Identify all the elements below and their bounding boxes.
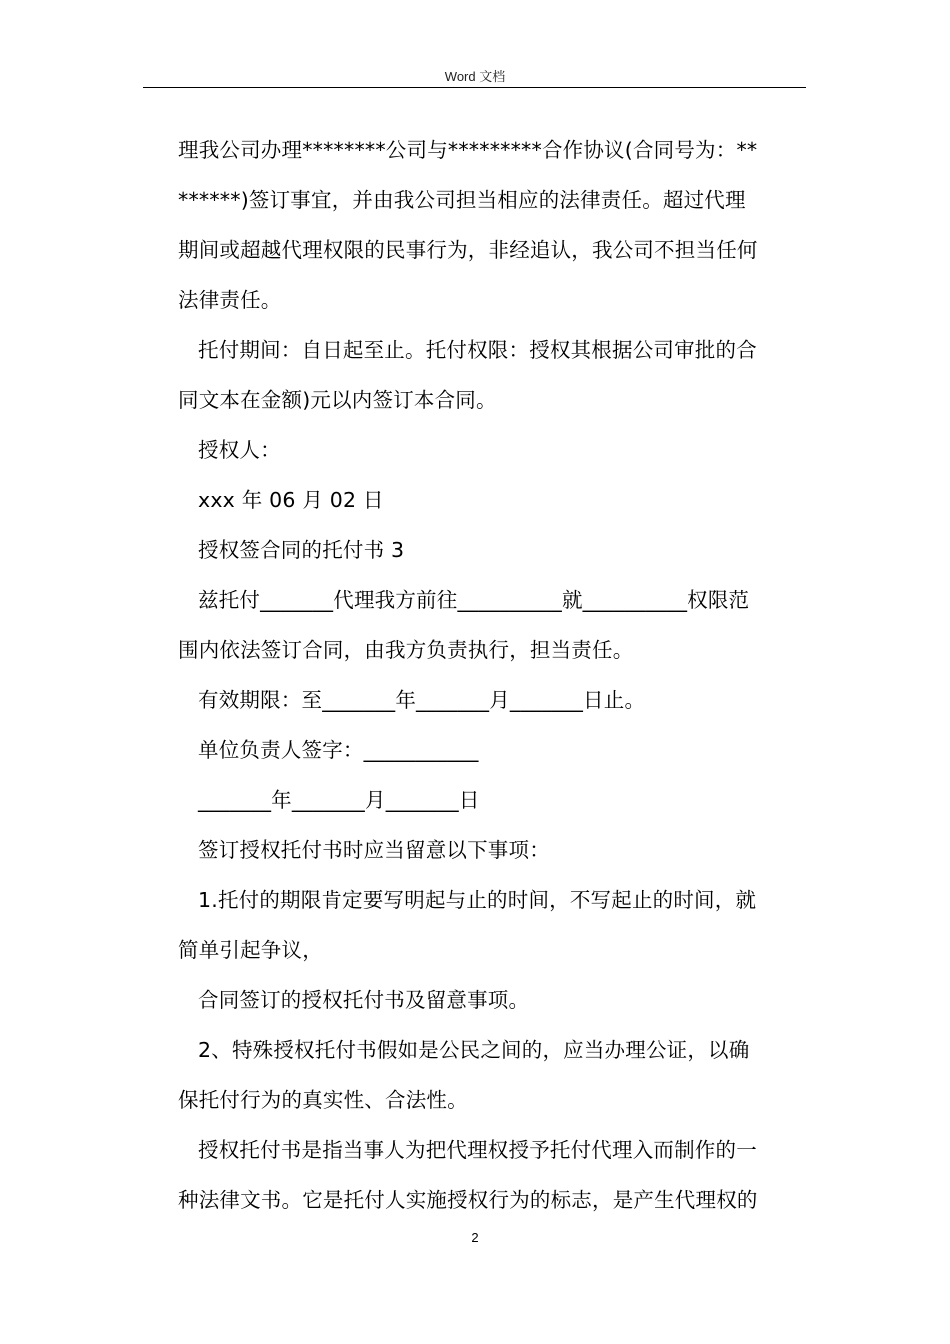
- text-line: 2、特殊授权托付书假如是公民之间的，应当办理公证，以确: [198, 1038, 750, 1062]
- text-line: 同文本在金额)元以内签订本合同。: [178, 388, 497, 412]
- page-number: 2: [471, 1230, 479, 1245]
- text-line: 签订授权托付书时应当留意以下事项：: [198, 838, 550, 862]
- text-line: 保托付行为的真实性、合法性。: [178, 1088, 468, 1112]
- text-line: 简单引起争议，: [178, 938, 323, 962]
- page-header-title: Word 文档: [444, 69, 506, 84]
- text-line: 授权托付书是指当事人为把代理权授予托付代理入而制作的一: [198, 1138, 757, 1162]
- text-line: 理我公司办理********公司与*********合作协议(合同号为：**: [178, 138, 758, 162]
- text-line: 授权签合同的托付书 3: [198, 538, 405, 562]
- text-line: 围内依法签订合同，由我方负责执行，担当责任。: [178, 638, 634, 662]
- text-line: ******)签订事宜，并由我公司担当相应的法律责任。超过代理: [178, 188, 746, 212]
- text-line: 法律责任。: [178, 288, 282, 312]
- text-line: 1.托付的期限肯定要写明起与止的时间，不写起止的时间，就: [198, 888, 757, 912]
- text-line: 托付期间：自日起至止。托付权限：授权其根据公司审批的合: [198, 338, 757, 362]
- header-divider: [143, 87, 806, 88]
- text-line: 合同签订的授权托付书及留意事项。: [198, 988, 530, 1012]
- text-line: 单位负责人签字：___________: [198, 738, 479, 762]
- text-line: 期间或超越代理权限的民事行为，非经追认，我公司不担当任何: [178, 238, 758, 262]
- text-line: 兹托付_______代理我方前往__________就__________权限范: [198, 588, 750, 612]
- document-body: [178, 125, 800, 1225]
- text-line: _______年_______月_______日: [198, 788, 480, 812]
- text-line: xxx 年 06 月 02 日: [198, 488, 384, 512]
- text-line: 授权人：: [198, 438, 281, 462]
- text-line: 有效期限：至_______年_______月_______日止。: [198, 688, 646, 712]
- text-line: 种法律文书。它是托付人实施授权行为的标志，是产生代理权的: [178, 1188, 758, 1212]
